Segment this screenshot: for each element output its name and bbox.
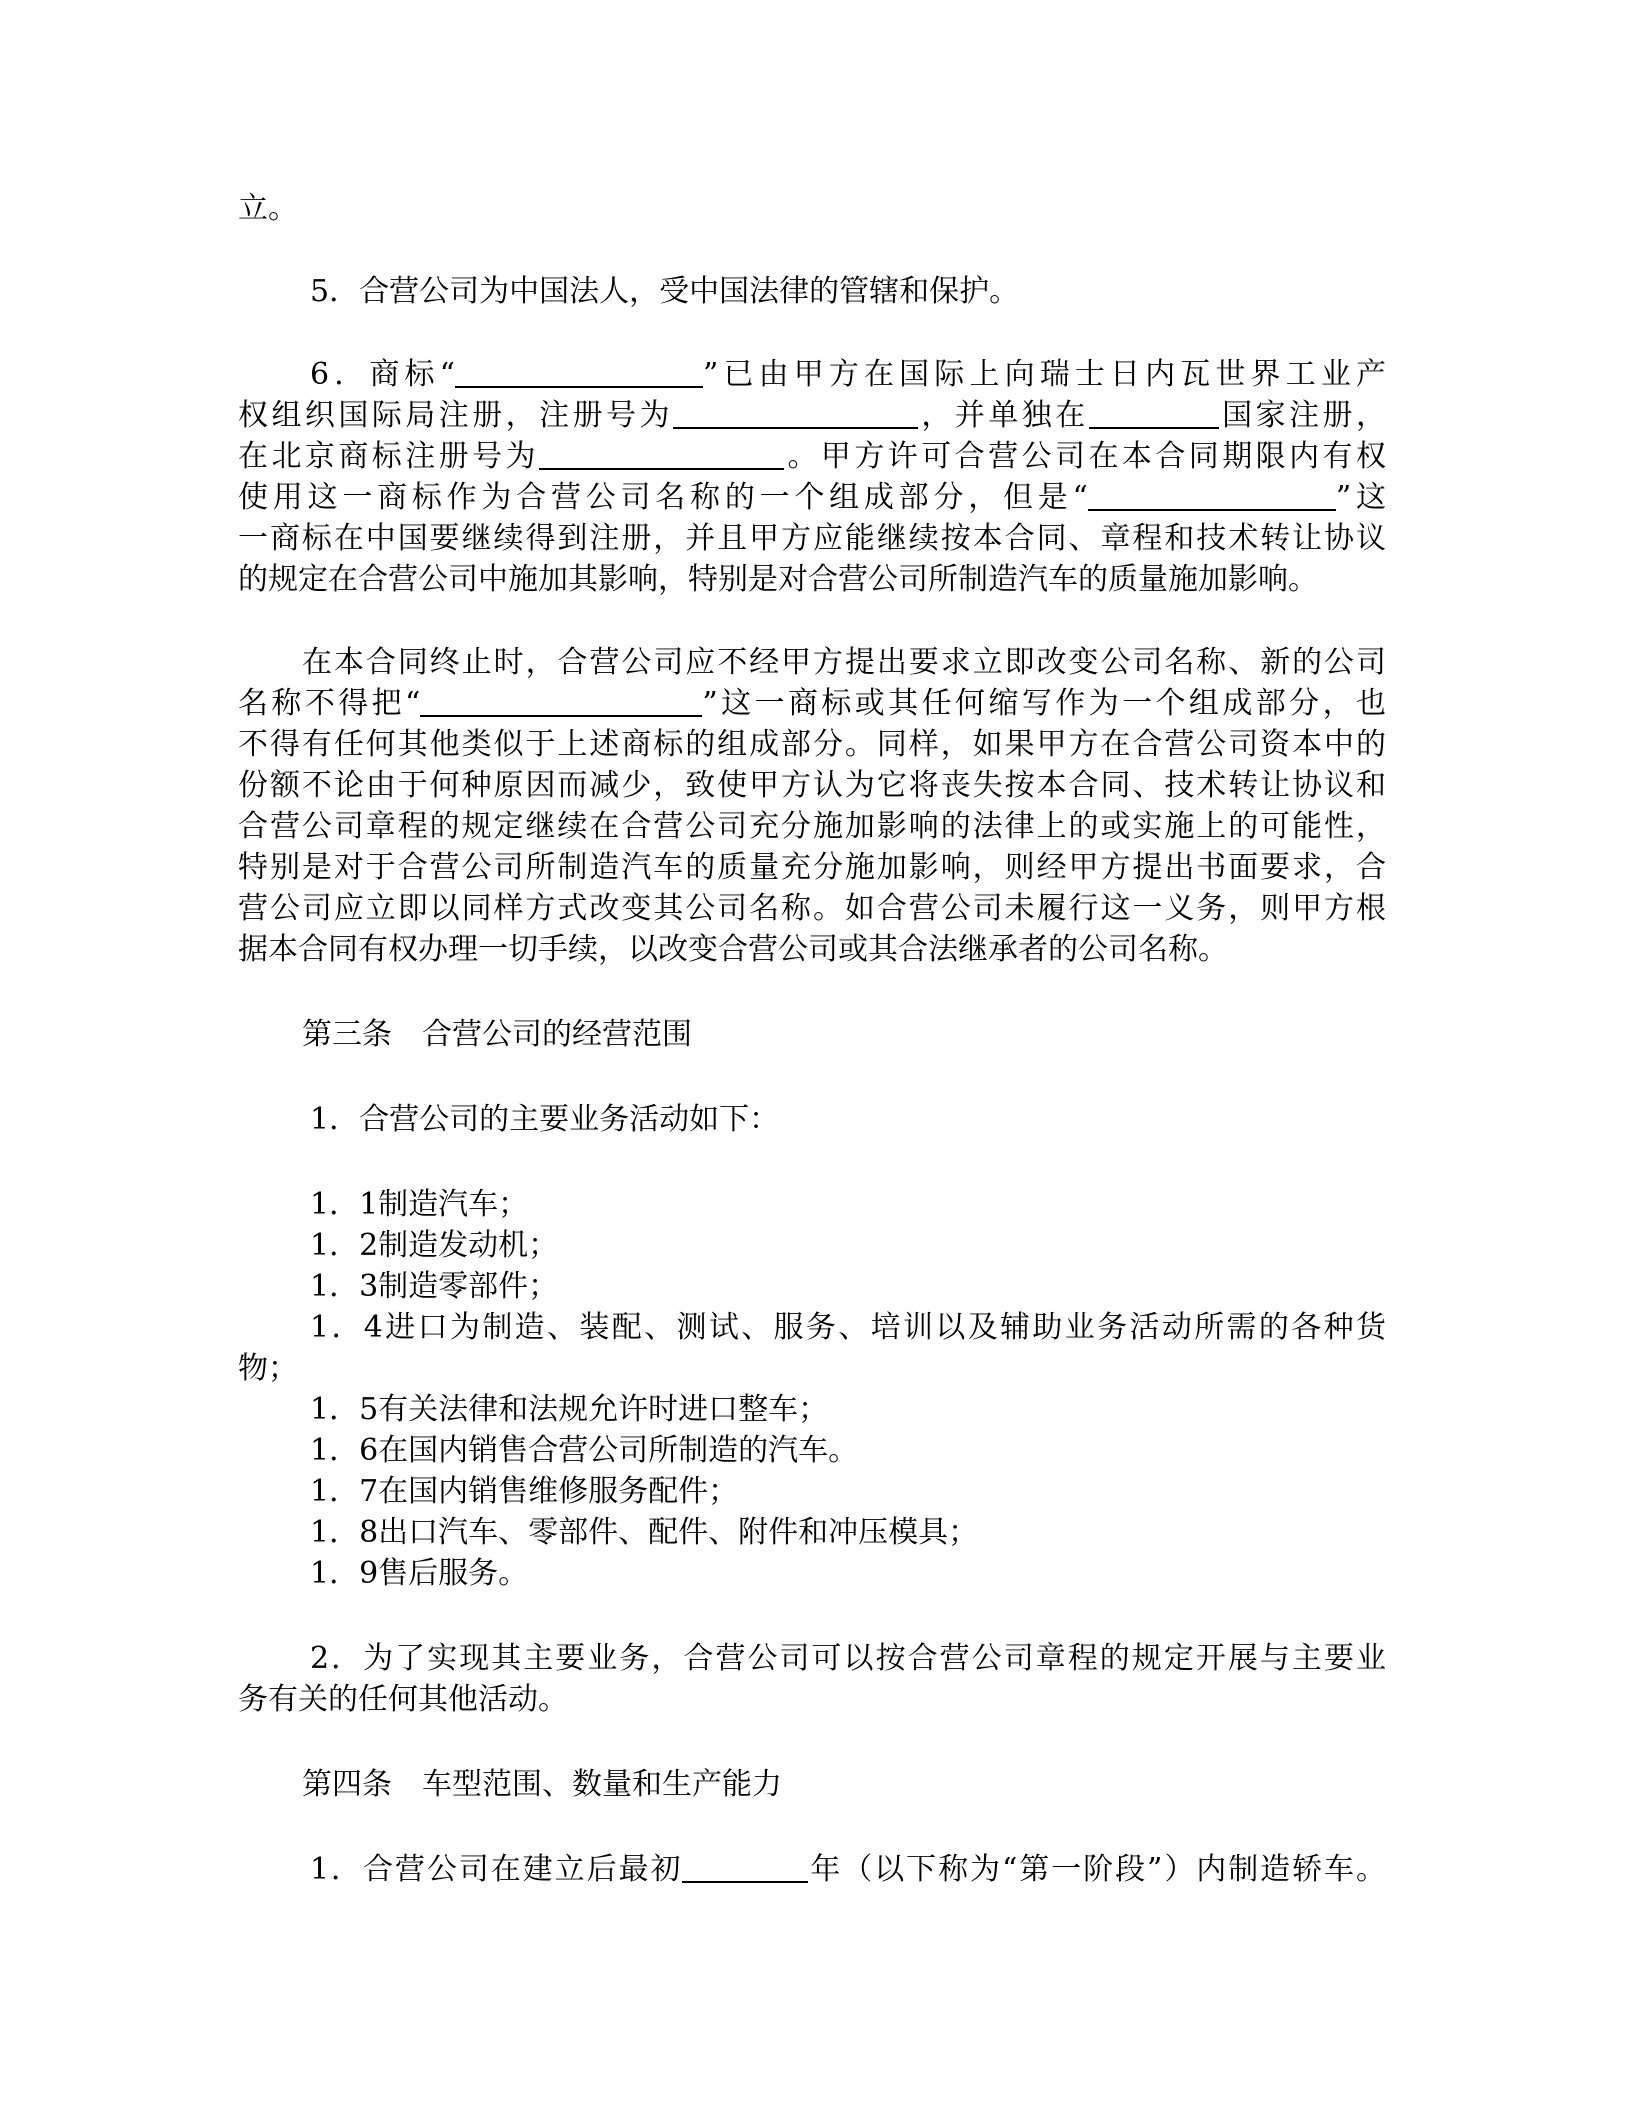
article-4-item-1: 1．合营公司在建立后最初 年（以下称为“第一阶段”）内制造轿车。 [310,1852,1386,1887]
clause-6-line-1: 6．商标“ ”已由甲方在国际上向瑞士日内瓦世界工业产 [310,357,1386,392]
clause-6 [238,354,1386,600]
clause-6-line-5: 一商标在中国要继续得到注册，并且甲方应能继续按本合同、章程和技术转让协议 [238,521,1386,556]
termination-line-2: 名称不得把“ ”这一商标或其任何缩写作为一个组成部分，也 [238,686,1386,721]
list-item: 1．7在国内销售维修服务配件； [310,1474,739,1509]
termination-line-3: 不得有任何其他类似于上述商标的组成部分。同样，如果甲方在合营公司资本中的 [238,727,1386,762]
termination-line-7: 营公司应立即以同样方式改变其公司名称。如合营公司未履行这一义务，则甲方根 [238,891,1386,926]
article-3-item-1: 1．合营公司的主要业务活动如下： [310,1102,780,1137]
clause-6-line-2: 权组织国际局注册，注册号为 ，并单独在 国家注册， [238,398,1387,433]
paragraph-continuation: 立。 [238,191,298,226]
country-blank [1089,399,1219,429]
article-3-heading: 第三条 合营公司的经营范围 [302,1017,692,1052]
document-page [238,188,1386,1890]
years-blank [682,1853,808,1883]
termination-line-8: 据本合同有权办理一切手续，以改变合营公司或其合法继承者的公司名称。 [238,932,1228,967]
list-item: 1．1制造汽车； [310,1187,529,1222]
list-item: 1．4进口为制造、装配、测试、服务、培训以及辅助业务活动所需的各种货 [310,1310,1386,1345]
termination-line-1: 在本合同终止时，合营公司应不经甲方提出要求立即改变公司名称、新的公司 [302,645,1386,680]
clause-6-line-3: 在北京商标注册号为 。甲方许可合营公司在本合同期限内有权 [238,439,1386,474]
termination-paragraph [238,642,1386,970]
article-4-heading: 第四条 车型范围、数量和生产能力 [302,1767,782,1802]
clause-6-line-4: 使用这一商标作为合营公司名称的一个组成部分，但是“ ”这 [238,480,1387,515]
list-item: 1．5有关法律和法规允许时进口整车； [310,1392,829,1427]
list-item: 1．6在国内销售合营公司所制造的汽车。 [310,1433,859,1468]
list-item-continuation: 物； [238,1351,298,1386]
termination-line-5: 合营公司章程的规定继续在合营公司充分施加影响的法律上的或实施上的可能性， [238,809,1386,844]
termination-line-4: 份额不论由于何种原因而减少，致使甲方认为它将丧失按本合同、技术转让协议和 [238,768,1386,803]
clause-5: 5．合营公司为中国法人，受中国法律的管辖和保护。 [310,274,1020,309]
article-3-item-2-line-2: 务有关的任何其他活动。 [238,1682,568,1717]
beijing-registration-blank [539,440,784,470]
trademark-blank [1088,481,1336,511]
registration-number-blank [673,399,918,429]
trademark-blank [455,358,703,388]
list-item: 1．9售后服务。 [310,1556,529,1591]
termination-line-6: 特别是对于合营公司所制造汽车的质量充分施加影响，则经甲方提出书面要求，合 [238,850,1386,885]
list-item: 1．8出口汽车、零部件、配件、附件和冲压模具； [310,1515,979,1550]
article-3-item-2-line-1: 2．为了实现其主要业务，合营公司可以按合营公司章程的规定开展与主要业 [310,1641,1386,1676]
article-3-item-2 [238,1638,1386,1720]
trademark-blank [420,687,702,717]
business-activities-list [238,1184,1386,1594]
list-item: 1．3制造零部件； [310,1269,559,1304]
clause-6-line-6: 的规定在合营公司中施加其影响，特别是对合营公司所制造汽车的质量施加影响。 [238,562,1318,597]
list-item: 1．2制造发动机； [310,1228,559,1263]
